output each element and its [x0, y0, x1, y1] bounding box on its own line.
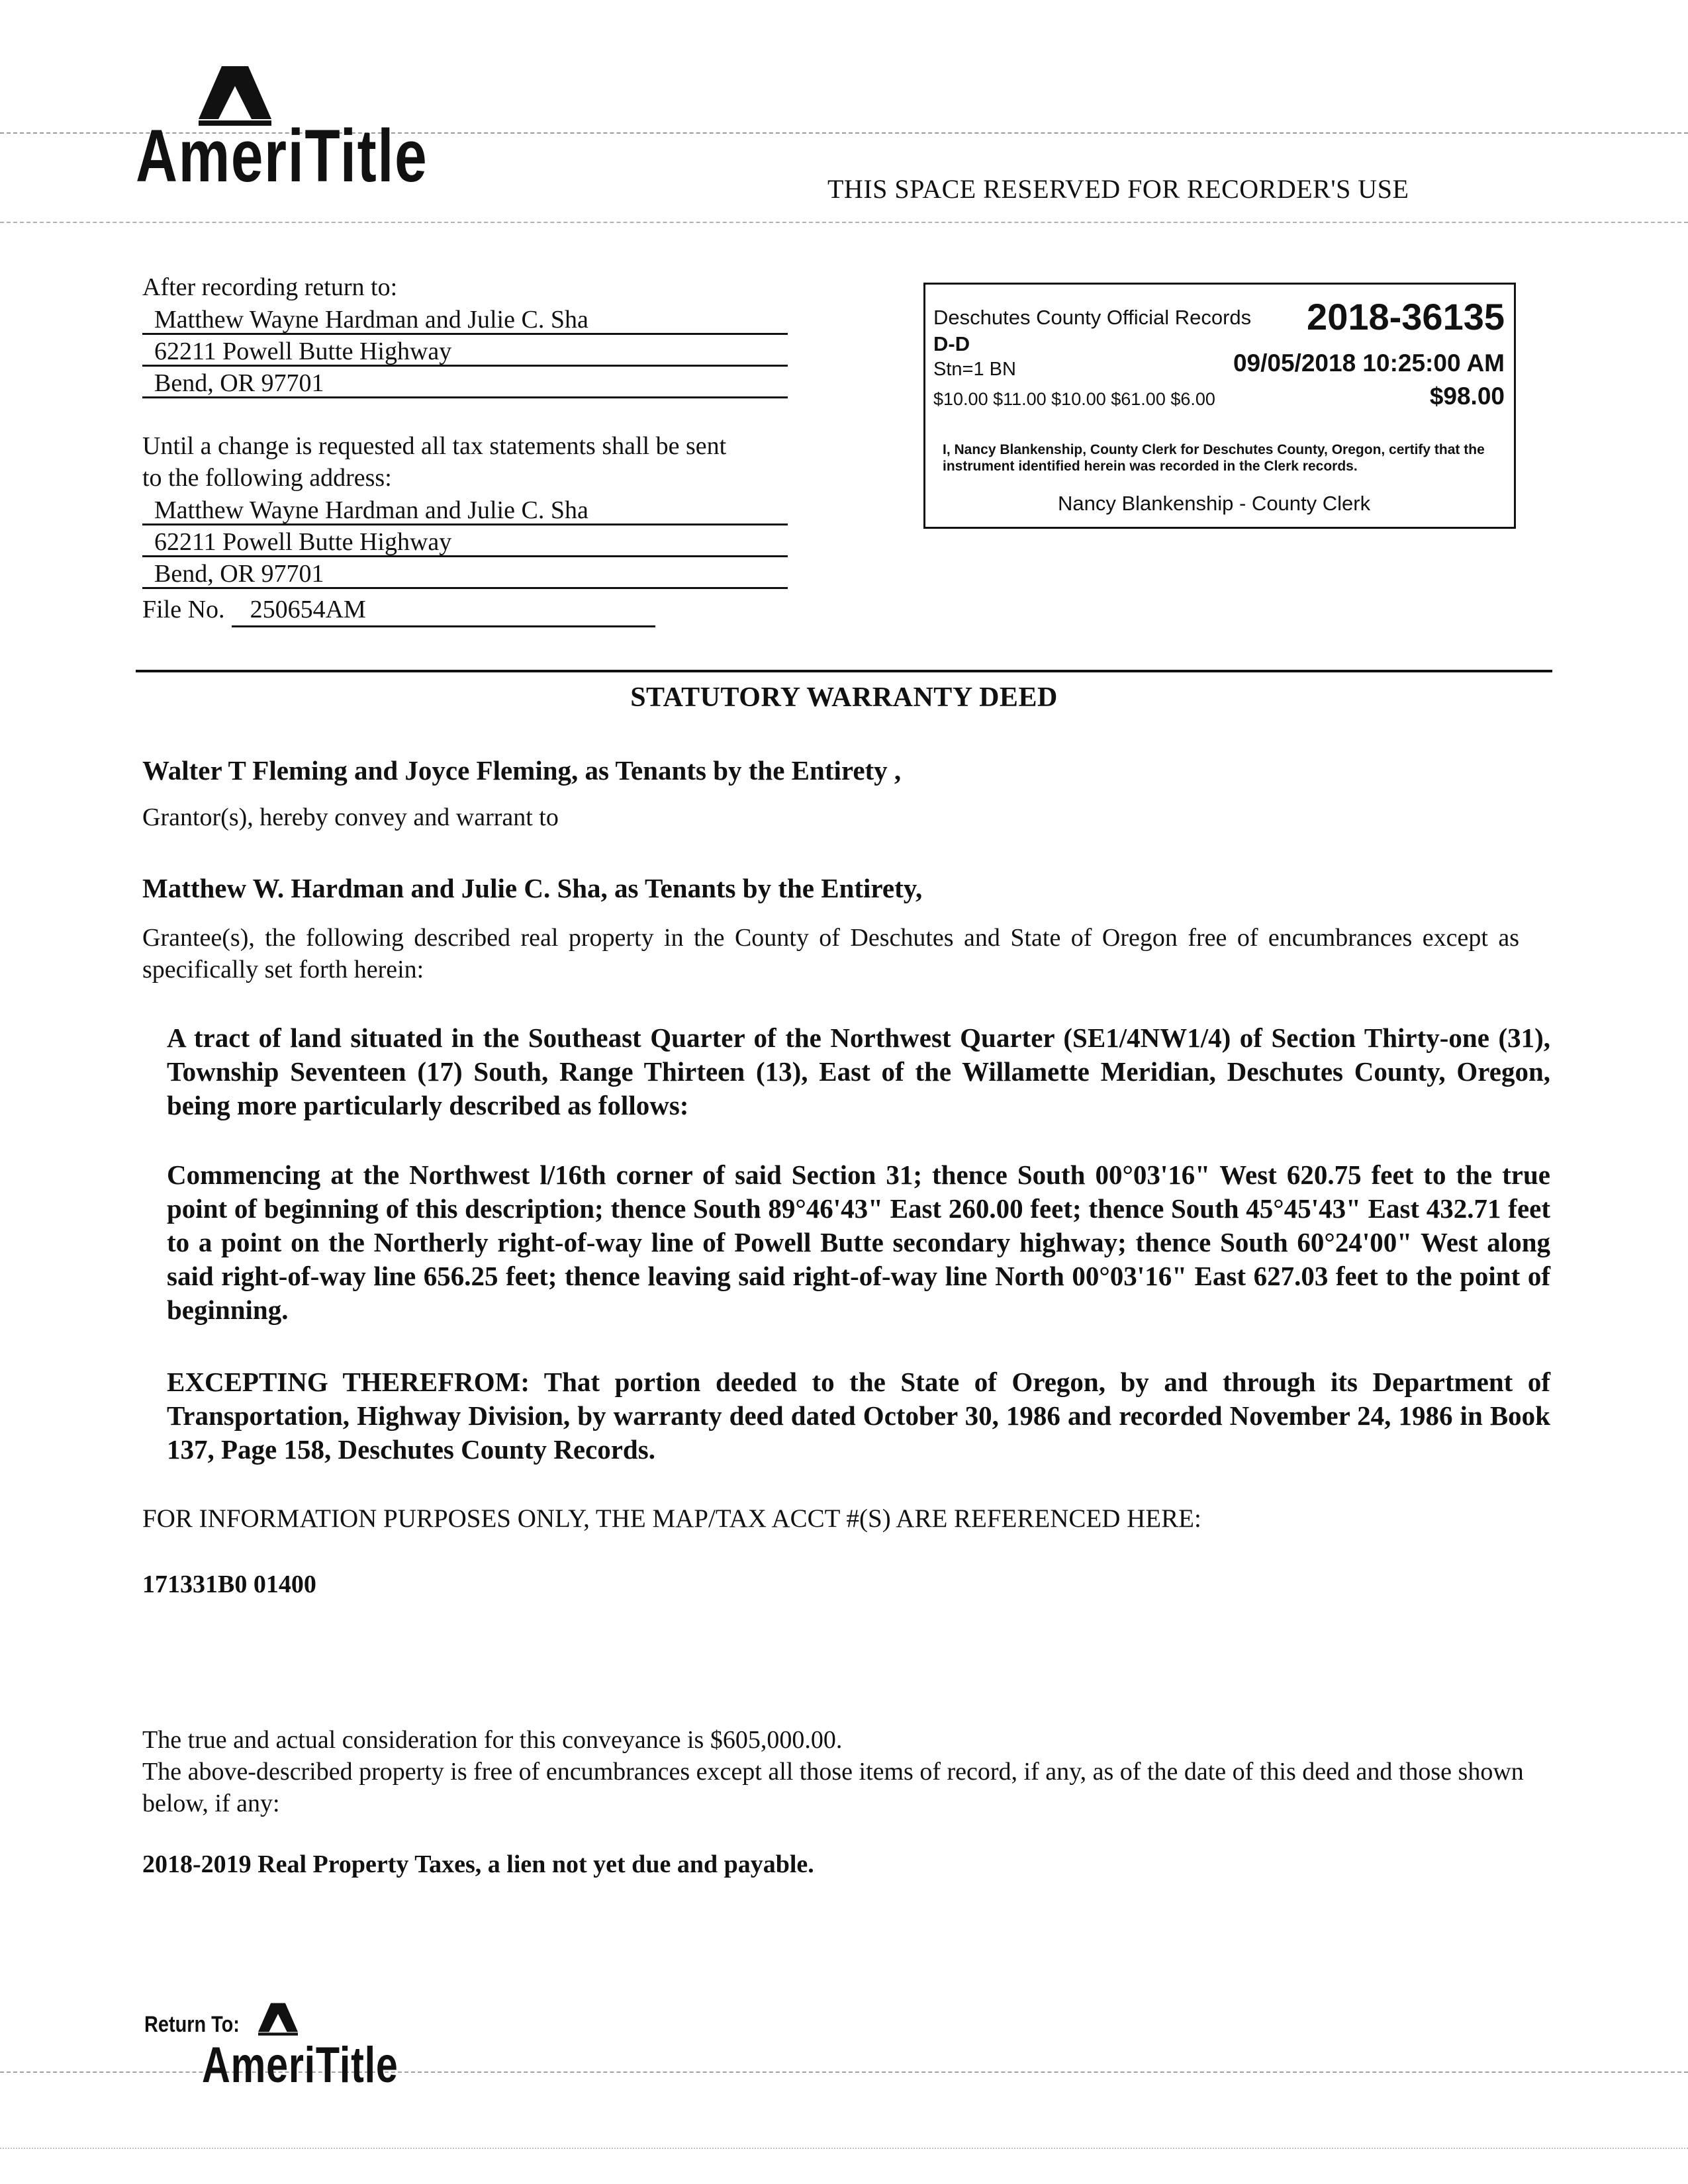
- footer-rule-lower: [0, 2148, 1688, 2149]
- return-to-name: Matthew Wayne Hardman and Julie C. Sha: [142, 303, 788, 335]
- recording-datetime: 09/05/2018 10:25:00 AM: [1233, 349, 1505, 377]
- return-to-block: [142, 271, 791, 398]
- file-number: [142, 594, 655, 627]
- tax-account-number: 171331B0 01400: [142, 1570, 316, 1598]
- consideration-statement: The true and actual consideration for this conveyance is $605,000.00.: [142, 1726, 843, 1754]
- encumbrance-statement: The above-described property is free of encumbrances except all those items of record, if any, as of the date of this deed and those shown below, if any:: [142, 1758, 1524, 1817]
- file-number-label: File No.: [142, 596, 225, 623]
- return-to-street: 62211 Powell Butte Highway: [142, 335, 788, 367]
- tax-statement-heading: Until a change is requested all tax statements shall be sent to the following address:: [142, 432, 727, 492]
- legal-description-tract: A tract of land situated in the Southeast Quarter of the Northwest Quarter (SE1/4NW1/4) of Section Thirty-one (31), Township Seventeen (17) South, Range Thirteen (13), East of the Willamette Meridian, Deschutes County, Oregon, being more particularly described as follows:: [167, 1023, 1550, 1120]
- return-to-city: Bend, OR 97701: [142, 367, 788, 398]
- tax-statement-city: Bend, OR 97701: [142, 557, 788, 589]
- document-type: D-D: [933, 332, 970, 355]
- tax-account-info-line: FOR INFORMATION PURPOSES ONLY, THE MAP/TAX ACCT #(S) ARE REFERENCED HERE:: [142, 1504, 1201, 1533]
- footer-return-label: Return To:: [144, 2012, 240, 2037]
- record-number: 2018-36135: [1307, 296, 1505, 338]
- tax-statement-street: 62211 Powell Butte Highway: [142, 525, 788, 557]
- grantee-names: Matthew W. Hardman and Julie C. Sha, as Tenants by the Entirety,: [142, 873, 923, 903]
- clerk-certification: I, Nancy Blankenship, County Clerk for Deschutes County, Oregon, certify that the instrument identified herein was recorded in the Clerk records.: [943, 442, 1485, 474]
- station-code: Stn=1 BN: [933, 359, 1016, 380]
- ameritile-logo: [136, 66, 447, 199]
- footer-ameritile-logo: [202, 2002, 420, 2101]
- recording-stamp: [923, 283, 1516, 529]
- footer-logo-mark-icon: [258, 2002, 298, 2038]
- consideration-block: [142, 1724, 1546, 1819]
- legal-description-exception: EXCEPTING THEREFROM: That portion deeded to the State of Oregon, by and through its Department of Transportation, Highway Division, by warranty deed dated October 30, 1986 and recorded November 24, 1986 in Book 137, Page 158, Deschutes County Records.: [167, 1367, 1550, 1465]
- property-taxes-exception: 2018-2019 Real Property Taxes, a lien not yet due and payable.: [142, 1850, 814, 1878]
- deed-title: STATUTORY WARRANTY DEED: [630, 682, 1058, 713]
- tax-statement-block: [142, 430, 791, 589]
- logo-wordmark: AmeriTitle: [136, 114, 428, 197]
- recording-fees: $10.00 $11.00 $10.00 $61.00 $6.00: [933, 389, 1215, 409]
- grantor-names: Walter T Fleming and Joyce Fleming, as Tenants by the Entirety ,: [142, 755, 902, 786]
- return-to-heading: After recording return to:: [142, 273, 398, 301]
- body-rule: [136, 670, 1552, 672]
- file-number-value: 250654AM: [232, 594, 655, 627]
- county-records-label: Deschutes County Official Records: [933, 306, 1252, 329]
- legal-description-bearings: Commencing at the Northwest l/16th corner of said Section 31; thence South 00°03'16" West 620.75 feet to the true point of beginning of this description; thence South 89°46'43" East 260.00 feet; thence South 45°45'43" East 432.71 feet to a point on the Northerly right-of-way line of Powell Butte secondary highway; thence South 60°24'00" West along said right-of-way line 656.25 feet; thence leaving said right-of-way line North 00°03'16" East 627.03 feet to the point of beginning.: [167, 1160, 1550, 1325]
- footer-logo-wordmark: AmeriTitle: [202, 2037, 399, 2093]
- grantor-clause: Grantor(s), hereby convey and warrant to: [142, 803, 559, 831]
- recorders-use-label: THIS SPACE RESERVED FOR RECORDER'S USE: [827, 174, 1409, 204]
- recording-total: $98.00: [1429, 383, 1505, 410]
- county-clerk-name: Nancy Blankenship - County Clerk: [1058, 492, 1371, 515]
- grantee-clause: Grantee(s), the following described real property in the County of Deschutes and State of Oregon free of encumbrances except as specifically set forth herein:: [142, 924, 1519, 983]
- tax-statement-name: Matthew Wayne Hardman and Julie C. Sha: [142, 494, 788, 525]
- header-rule-lower: [0, 222, 1688, 223]
